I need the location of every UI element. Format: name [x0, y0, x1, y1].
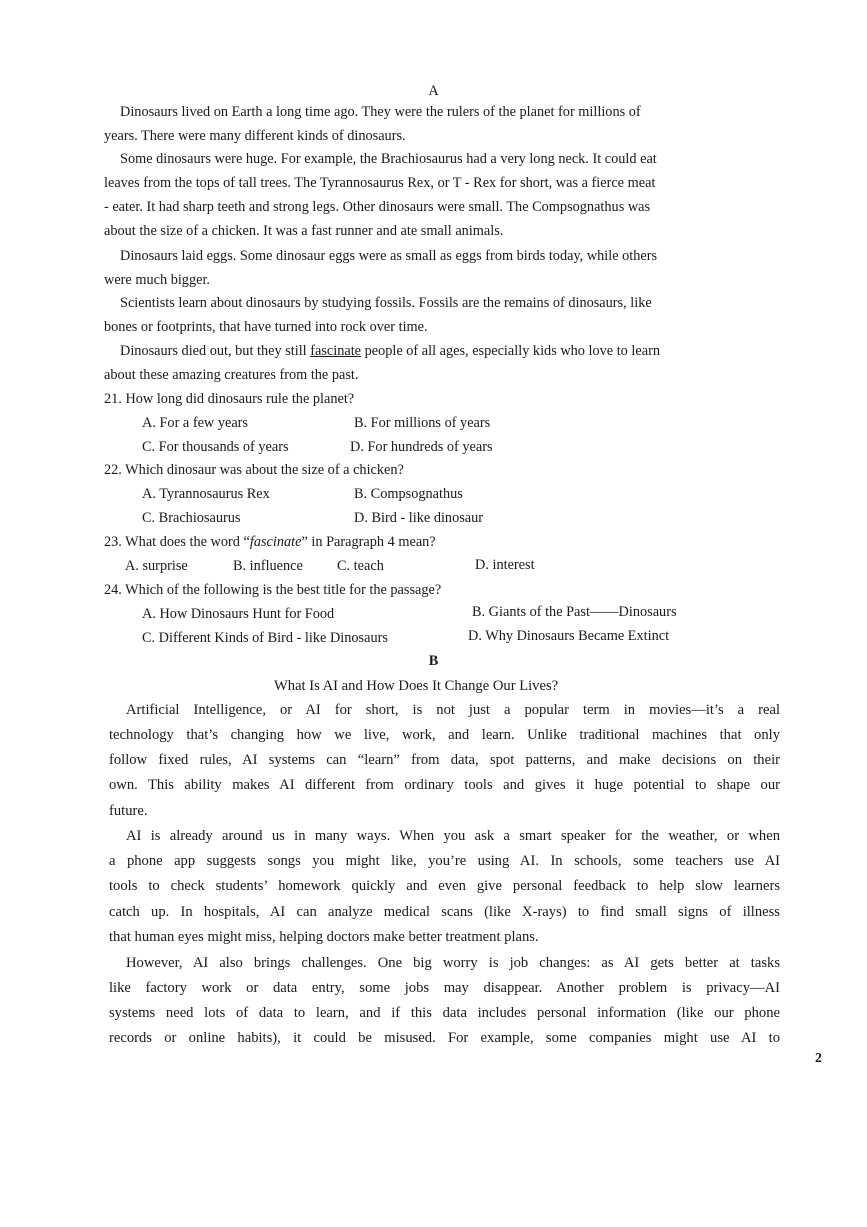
- section-b-heading: B: [428, 653, 439, 669]
- a-p2-line2: leaves from the tops of tall trees. The Tyrannosaurus Rex, or T - Rex for short, was a fierce meat: [104, 175, 656, 191]
- a-p2-line4: about the size of a chicken. It was a fast runner and ate small animals.: [104, 223, 504, 239]
- q21-option-c: C. For thousands of years: [142, 439, 289, 455]
- question-22-stem: 22. Which dinosaur was about the size of a chicken?: [104, 462, 404, 478]
- question-24-stem: 24. Which of the following is the best title for the passage?: [104, 582, 442, 598]
- q24-option-c: C. Different Kinds of Bird - like Dinosaurs: [142, 630, 388, 646]
- q23-option-b: B. influence: [233, 558, 303, 574]
- b-p2-line5: that human eyes might miss, helping doctors make better treatment plans.: [109, 929, 539, 945]
- q23-stem-before: 23. What does the word “: [104, 534, 250, 550]
- a-p4-line2: bones or footprints, that have turned into rock over time.: [104, 319, 428, 335]
- b-p3-line2: like factory work or data entry, some jobs may disappear. Another problem is privacy—AI: [109, 980, 780, 996]
- b-p3-line1: However, AI also brings challenges. One big worry is job changes: as AI gets better at tasks: [126, 955, 780, 971]
- question-21-stem: 21. How long did dinosaurs rule the planet?: [104, 391, 355, 407]
- a-p3-line1: Dinosaurs laid eggs. Some dinosaur eggs were as small as eggs from birds today, while others: [120, 248, 658, 264]
- q21-option-d: D. For hundreds of years: [350, 439, 493, 455]
- page-number: 2: [815, 1051, 822, 1066]
- q23-stem-word: fascinate: [249, 534, 302, 550]
- b-p1-line4: own. This ability makes AI different from ordinary tools and gives it huge potential to shape our: [109, 777, 780, 793]
- question-23-stem: [104, 533, 436, 551]
- a-p2-line3: - eater. It had sharp teeth and strong legs. Other dinosaurs were small. The Compsognathus was: [104, 199, 651, 215]
- q24-option-a: A. How Dinosaurs Hunt for Food: [142, 606, 335, 622]
- b-p2-line2: a phone app suggests songs you might like, you’re using AI. In schools, some teachers use AI: [109, 853, 780, 869]
- q22-option-b: B. Compsognathus: [354, 486, 463, 502]
- q23-option-c: C. teach: [337, 558, 384, 574]
- q22-option-d: D. Bird - like dinosaur: [354, 510, 484, 526]
- q24-option-d: D. Why Dinosaurs Became Extinct: [468, 628, 670, 644]
- section-b-title: What Is AI and How Does It Change Our Lives?: [274, 678, 559, 694]
- a-p5-line1: [120, 342, 660, 360]
- a-p5-text-after: people of all ages, especially kids who love to learn: [361, 343, 660, 359]
- underlined-word-fascinate: fascinate: [310, 343, 362, 359]
- section-a-heading: A: [428, 83, 439, 99]
- a-p1-line2: years. There were many different kinds of dinosaurs.: [104, 128, 406, 144]
- b-p1-line2: technology that’s changing how we live, work, and learn. Unlike traditional machines that only: [109, 727, 780, 743]
- q22-option-c: C. Brachiosaurus: [142, 510, 241, 526]
- a-p5-text-before: Dinosaurs died out, but they still: [120, 343, 311, 359]
- b-p2-line3: tools to check students’ homework quickly and even give personal feedback to help slow learners: [109, 878, 780, 894]
- q22-option-a: A. Tyrannosaurus Rex: [142, 486, 270, 502]
- q21-option-a: A. For a few years: [142, 415, 248, 431]
- a-p2-line1: Some dinosaurs were huge. For example, the Brachiosaurus had a very long neck. It could eat: [120, 151, 657, 167]
- q24-option-b: B. Giants of the Past——Dinosaurs: [472, 604, 677, 620]
- a-p5-line2: about these amazing creatures from the past.: [104, 367, 359, 383]
- b-p1-line5: future.: [109, 803, 148, 819]
- q23-stem-after: ” in Paragraph 4 mean?: [301, 534, 436, 550]
- q23-option-d: D. interest: [475, 557, 535, 573]
- b-p2-line4: catch up. In hospitals, AI can analyze medical scans (like X-rays) to find small signs of illness: [109, 904, 780, 920]
- b-p1-line1: Artificial Intelligence, or AI for short, is not just a popular term in movies—it’s a real: [126, 702, 780, 718]
- b-p2-line1: AI is already around us in many ways. When you ask a smart speaker for the weather, or when: [126, 828, 780, 844]
- a-p4-line1: Scientists learn about dinosaurs by studying fossils. Fossils are the remains of dinosaurs, like: [120, 295, 652, 311]
- b-p3-line3: systems need lots of data to learn, and if this data includes personal information (like our phone: [109, 1005, 780, 1021]
- a-p3-line2: were much bigger.: [104, 272, 210, 288]
- q21-option-b: B. For millions of years: [354, 415, 491, 431]
- b-p1-line3: follow fixed rules, AI systems can “learn” from data, spot patterns, and make decisions on their: [109, 752, 780, 768]
- q23-option-a: A. surprise: [125, 558, 188, 574]
- a-p1-line1: Dinosaurs lived on Earth a long time ago. They were the rulers of the planet for millions of: [120, 104, 641, 120]
- b-p3-line4: records or online habits), it could be misused. For example, some companies might use AI to: [109, 1030, 780, 1046]
